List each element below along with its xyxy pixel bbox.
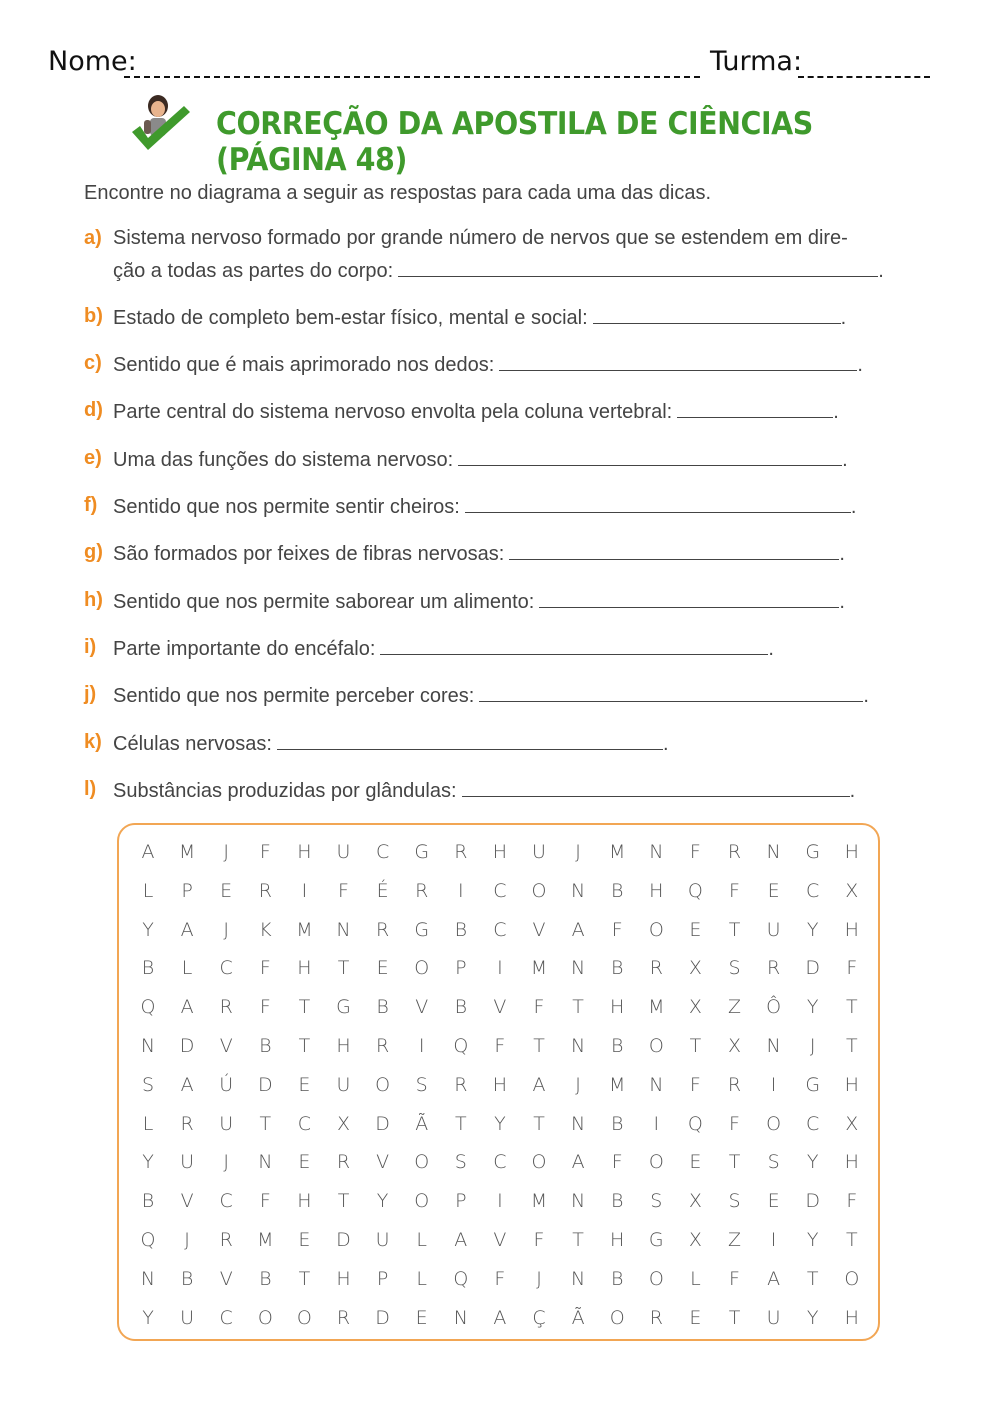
grid-letter[interactable]: F (494, 1267, 506, 1290)
answer-line-a[interactable] (398, 258, 878, 277)
grid-letter[interactable]: Z (727, 1229, 742, 1251)
grid-letter[interactable]: F (729, 1112, 740, 1135)
grid-letter[interactable]: L (142, 1112, 154, 1135)
grid-letter[interactable]: R (375, 918, 390, 941)
grid-letter[interactable]: D (336, 1229, 351, 1251)
grid-letter[interactable]: T (806, 1267, 819, 1290)
question-letter: k) (84, 731, 102, 753)
grid-letter[interactable]: C (219, 1190, 233, 1213)
grid-letter[interactable]: F (494, 1035, 506, 1057)
question-letter: j) (84, 683, 97, 705)
grid-letter[interactable]: T (533, 1035, 545, 1057)
grid-letter[interactable]: F (846, 957, 858, 980)
grid-letter[interactable]: F (689, 841, 701, 863)
grid-letter[interactable]: R (727, 841, 742, 863)
grid-letter[interactable]: O (257, 1306, 273, 1329)
grid-letter[interactable]: Q (140, 1229, 156, 1251)
grid-letter[interactable]: P (455, 1190, 467, 1213)
grid-letter[interactable]: F (259, 841, 271, 863)
grid-letter[interactable]: Y (142, 1306, 154, 1329)
grid-letter[interactable]: G (805, 1073, 821, 1096)
grid-letter[interactable]: O (648, 918, 664, 941)
grid-letter[interactable]: N (140, 1267, 156, 1290)
grid-letter[interactable]: M (178, 841, 196, 863)
answer-line-j[interactable] (479, 683, 863, 702)
page-title: CORREÇÃO DA APOSTILA DE CIÊNCIAS (PÁGINA 48) (216, 106, 813, 178)
grid-letter[interactable]: S (650, 1190, 663, 1213)
grid-letter[interactable]: B (610, 879, 624, 902)
grid-letter[interactable]: L (142, 879, 154, 902)
grid-letter[interactable]: E (298, 1073, 311, 1096)
grid-letter[interactable]: H (492, 1073, 508, 1096)
grid-letter[interactable]: A (180, 1073, 194, 1096)
grid-letter[interactable]: R (454, 1073, 468, 1096)
grid-letter[interactable]: N (766, 841, 781, 863)
grid-letter[interactable]: O (531, 879, 547, 902)
grid-letter[interactable]: X (336, 1112, 351, 1135)
grid-letter[interactable]: R (336, 1306, 351, 1329)
question-text: Sentido que nos permite perceber cores: (113, 685, 475, 707)
grid-letter[interactable]: V (493, 1229, 507, 1251)
grid-letter[interactable]: Y (806, 1306, 819, 1329)
grid-letter[interactable]: H (336, 1267, 351, 1290)
grid-letter[interactable]: F (611, 1151, 623, 1174)
question-letter: h) (84, 589, 103, 611)
grid-letter[interactable]: N (570, 879, 586, 902)
grid-letter[interactable]: X (845, 879, 859, 902)
grid-letter[interactable]: R (649, 957, 663, 980)
grid-letter[interactable]: R (180, 1112, 194, 1135)
question-text: Estado de completo bem-estar físico, mental e social: (113, 307, 588, 329)
grid-letter[interactable]: J (809, 1035, 816, 1057)
grid-letter[interactable]: M (530, 1190, 548, 1213)
answer-line-e[interactable] (458, 447, 842, 466)
grid-letter[interactable]: Y (806, 1229, 819, 1251)
grid-letter[interactable]: O (766, 1112, 782, 1135)
grid-letter[interactable]: X (845, 1112, 859, 1135)
word-search-grid (117, 823, 880, 1341)
grid-letter[interactable]: Q (453, 1267, 469, 1290)
grid-letter[interactable]: B (610, 1112, 624, 1135)
grid-letter[interactable]: A (141, 841, 155, 863)
grid-letter[interactable]: T (259, 1112, 272, 1135)
grid-letter[interactable]: T (728, 1306, 741, 1329)
grid-letter[interactable]: U (375, 1229, 390, 1251)
grid-letter[interactable]: G (805, 841, 821, 863)
grid-letter[interactable]: B (454, 918, 468, 941)
grid-letter[interactable]: C (219, 1306, 233, 1329)
grid-letter[interactable]: R (415, 879, 429, 902)
grid-letter[interactable]: F (729, 1267, 740, 1290)
grid-letter[interactable]: S (728, 957, 741, 980)
grid-letter[interactable]: E (767, 1190, 780, 1213)
question-text: Sentido que é mais aprimorado nos dedos: (113, 354, 495, 376)
grid-letter[interactable]: F (338, 879, 349, 902)
grid-letter[interactable]: U (766, 918, 781, 941)
grid-letter[interactable]: R (766, 957, 781, 980)
grid-letter[interactable]: K (259, 918, 272, 941)
grid-letter[interactable]: Q (453, 1035, 469, 1057)
grid-letter[interactable]: F (259, 957, 271, 980)
grid-letter[interactable]: S (141, 1073, 155, 1096)
question-letter: i) (84, 636, 97, 658)
grid-letter[interactable]: Q (687, 879, 703, 902)
grid-letter[interactable]: Ô (766, 996, 782, 1019)
grid-letter[interactable]: D (257, 1073, 273, 1096)
question-text: Parte central do sistema nervoso envolta pela coluna vertebral: (113, 401, 673, 423)
grid-letter[interactable]: A (180, 996, 194, 1019)
question-letter: d) (84, 399, 103, 421)
grid-letter[interactable]: G (414, 918, 430, 941)
question-text: Uma das funções do sistema nervoso: (113, 449, 454, 471)
grid-letter[interactable]: J (536, 1267, 542, 1290)
grid-letter[interactable]: O (414, 957, 430, 980)
grid-letter[interactable]: E (767, 879, 780, 902)
answer-line-i[interactable] (380, 636, 768, 655)
grid-letter[interactable]: Y (806, 996, 819, 1019)
grid-letter[interactable]: N (570, 1267, 586, 1290)
grid-letter[interactable]: C (375, 841, 390, 863)
grid-letter[interactable]: O (414, 1151, 430, 1174)
grid-letter[interactable]: X (688, 1229, 702, 1251)
question-text: Parte importante do encéfalo: (113, 638, 376, 660)
grid-letter[interactable]: N (766, 1035, 781, 1057)
grid-letter[interactable]: H (844, 1306, 859, 1329)
grid-letter[interactable]: O (531, 1151, 547, 1174)
grid-letter[interactable]: I (457, 879, 464, 902)
grid-letter[interactable]: U (219, 1112, 234, 1135)
grid-letter[interactable]: F (259, 996, 271, 1019)
grid-letter[interactable]: T (337, 1190, 350, 1213)
grid-letter[interactable]: D (805, 1190, 820, 1213)
grid-letter[interactable]: N (649, 841, 664, 863)
grid-letter[interactable]: R (219, 1229, 233, 1251)
grid-letter[interactable]: T (572, 1229, 584, 1251)
grid-letter[interactable]: L (181, 957, 193, 980)
question-letter: f) (84, 494, 98, 516)
grid-letter[interactable]: E (220, 879, 233, 902)
grid-letter[interactable]: H (844, 1073, 859, 1096)
answer-line-k[interactable] (277, 731, 663, 750)
grid-letter[interactable]: A (767, 1267, 781, 1290)
grid-letter[interactable]: T (337, 957, 350, 980)
grid-letter[interactable]: U (180, 1151, 195, 1174)
grid-letter[interactable]: H (297, 957, 312, 980)
grid-letter[interactable]: I (770, 1073, 777, 1096)
grid-letter[interactable]: F (533, 1229, 545, 1251)
grid-letter[interactable]: I (497, 957, 503, 980)
grid-letter[interactable]: F (729, 879, 740, 902)
grid-letter[interactable]: Ã (415, 1112, 429, 1135)
grid-letter[interactable]: U (532, 841, 546, 863)
grid-letter[interactable]: H (610, 1229, 625, 1251)
grid-letter[interactable]: U (336, 841, 351, 863)
grid-letter[interactable]: N (570, 1190, 586, 1213)
grid-letter[interactable]: E (376, 957, 389, 980)
nome-label: Nome: (48, 46, 137, 77)
grid-letter[interactable]: A (532, 1073, 546, 1096)
grid-letter[interactable]: R (375, 1035, 390, 1057)
grid-letter[interactable]: E (415, 1306, 428, 1329)
grid-letter[interactable]: Z (727, 996, 742, 1019)
grid-letter[interactable]: V (376, 1151, 390, 1174)
grid-letter[interactable]: N (570, 1112, 586, 1135)
grid-letter[interactable]: I (418, 1035, 425, 1057)
question-text: Sistema nervoso formado por grande número de nervos que se estendem em dire- (113, 227, 848, 249)
answer-line-b[interactable] (593, 305, 841, 324)
grid-letter[interactable]: Ú (219, 1073, 234, 1096)
grid-letter[interactable]: A (454, 1229, 468, 1251)
grid-letter[interactable]: O (648, 1035, 664, 1057)
grid-letter[interactable]: O (648, 1267, 664, 1290)
grid-letter[interactable]: E (689, 1151, 702, 1174)
grid-letter[interactable]: B (610, 1190, 624, 1213)
grid-letter[interactable]: F (689, 1073, 701, 1096)
title-row (128, 92, 888, 178)
grid-letter[interactable]: S (767, 1151, 780, 1174)
grid-letter[interactable]: T (298, 1035, 311, 1057)
question-text: Sentido que nos permite saborear um alimento: (113, 591, 535, 613)
grid-letter[interactable]: X (688, 1190, 702, 1213)
grid-letter[interactable]: U (180, 1306, 195, 1329)
grid-letter[interactable]: T (454, 1112, 467, 1135)
grid-letter[interactable]: B (141, 957, 155, 980)
nome-field[interactable] (124, 76, 700, 78)
grid-letter[interactable]: C (806, 879, 820, 902)
grid-letter[interactable]: C (493, 918, 507, 941)
grid-letter[interactable]: J (223, 918, 229, 941)
grid-letter[interactable]: N (140, 1035, 156, 1057)
question-text: São formados por feixes de fibras nervosas: (113, 543, 505, 565)
grid-letter[interactable]: F (846, 1190, 858, 1213)
grid-letter[interactable]: V (180, 1190, 194, 1213)
grid-letter[interactable]: V (532, 918, 546, 941)
grid-letter[interactable]: X (688, 996, 702, 1019)
grid-letter[interactable]: G (336, 996, 351, 1019)
question-letter: c) (84, 352, 102, 374)
grid-letter[interactable]: E (689, 918, 702, 941)
grid-letter[interactable]: V (493, 996, 507, 1019)
grid-letter[interactable]: Q (140, 996, 156, 1019)
grid-letter[interactable]: T (845, 1229, 858, 1251)
grid-letter[interactable]: O (375, 1073, 391, 1096)
grid-letter[interactable]: H (649, 879, 664, 902)
grid-letter[interactable]: M (648, 996, 665, 1019)
grid-letter[interactable]: A (571, 918, 585, 941)
grid-letter[interactable]: N (570, 1035, 586, 1057)
grid-letter[interactable]: B (454, 996, 468, 1019)
answer-line-h[interactable] (539, 589, 839, 608)
grid-letter[interactable]: J (223, 1151, 229, 1174)
grid-letter[interactable]: Y (806, 918, 819, 941)
grid-letter[interactable]: S (728, 1190, 741, 1213)
grid-letter[interactable]: B (610, 1267, 624, 1290)
grid-letter[interactable]: T (728, 918, 741, 941)
grid-letter[interactable]: S (415, 1073, 428, 1096)
grid-letter[interactable]: L (416, 1229, 427, 1251)
instructions: Encontre no diagrama a seguir as respostas para cada uma das dicas. (84, 182, 712, 204)
grid-letter[interactable]: S (454, 1151, 467, 1174)
grid-letter[interactable]: B (610, 957, 624, 980)
grid-letter[interactable]: M (257, 1229, 274, 1251)
grid-letter[interactable]: Y (142, 918, 154, 941)
grid-letter[interactable]: H (844, 1151, 859, 1174)
grid-letter[interactable]: O (414, 1190, 430, 1213)
grid-letter[interactable]: D (375, 1112, 390, 1135)
grid-letter[interactable]: T (298, 996, 311, 1019)
grid-letter[interactable]: F (611, 918, 623, 941)
grid-letter[interactable]: C (493, 1151, 507, 1174)
grid-letter[interactable]: T (533, 1112, 545, 1135)
grid-letter[interactable]: J (575, 841, 581, 863)
grid-letter[interactable]: N (649, 1073, 664, 1096)
grid-letter[interactable]: R (649, 1306, 663, 1329)
grid-letter[interactable]: U (336, 1073, 351, 1096)
answer-line-c[interactable] (499, 352, 857, 371)
question-text: Células nervosas: (113, 733, 272, 755)
grid-letter[interactable]: O (296, 1306, 312, 1329)
grid-letter[interactable]: A (571, 1151, 585, 1174)
grid-letter[interactable]: J (575, 1073, 581, 1096)
grid-letter[interactable]: H (297, 1190, 312, 1213)
grid-letter[interactable]: U (766, 1306, 781, 1329)
grid-letter[interactable]: B (259, 1267, 272, 1290)
grid-letter[interactable]: T (728, 1151, 741, 1174)
grid-letter[interactable]: V (219, 1035, 233, 1057)
grid-letter[interactable]: Q (687, 1112, 703, 1135)
grid-letter[interactable]: B (180, 1267, 194, 1290)
grid-letter[interactable]: X (688, 957, 702, 980)
grid-letter[interactable]: M (296, 918, 313, 941)
question-letter: b) (84, 305, 103, 327)
grid-letter[interactable]: R (258, 879, 272, 902)
grid-letter[interactable]: H (492, 841, 508, 863)
grid-letter[interactable]: B (376, 996, 389, 1019)
grid-letter[interactable]: C (297, 1112, 312, 1135)
grid-letter[interactable]: A (493, 1306, 507, 1329)
grid-letter[interactable]: N (258, 1151, 273, 1174)
grid-letter[interactable]: P (181, 879, 193, 902)
grid-letter[interactable]: J (184, 1229, 190, 1251)
grid-letter[interactable]: F (259, 1190, 271, 1213)
question-text: Substâncias produzidas por glândulas: (113, 780, 457, 802)
grid-letter[interactable]: J (223, 841, 229, 863)
grid-letter[interactable]: N (336, 918, 351, 941)
grid-letter[interactable]: R (219, 996, 233, 1019)
grid-letter[interactable]: P (455, 957, 467, 980)
header-line (48, 46, 938, 86)
grid-letter[interactable]: O (648, 1151, 664, 1174)
grid-letter[interactable]: E (298, 1229, 311, 1251)
grid-letter[interactable]: F (533, 996, 545, 1019)
grid-letter[interactable]: Ã (571, 1306, 585, 1329)
question-letter: g) (84, 541, 103, 563)
grid-letter[interactable]: Y (142, 1151, 154, 1174)
turma-label: Turma: (710, 46, 803, 77)
grid-letter[interactable]: A (180, 918, 194, 941)
grid-letter[interactable]: B (259, 1035, 272, 1057)
grid-letter[interactable]: R (727, 1073, 742, 1096)
grid-letter[interactable]: T (845, 996, 858, 1019)
grid-letter[interactable]: L (416, 1267, 427, 1290)
grid-letter[interactable]: H (297, 841, 312, 863)
grid-letter[interactable]: H (844, 841, 859, 863)
grid-letter[interactable]: O (844, 1267, 860, 1290)
grid-letter[interactable]: D (179, 1035, 195, 1057)
grid-letter[interactable]: I (497, 1190, 503, 1213)
grid-letter[interactable]: T (298, 1267, 311, 1290)
grid-letter[interactable]: H (610, 996, 625, 1019)
question-text: ção a todas as partes do corpo: (113, 260, 394, 282)
grid-letter[interactable]: C (493, 879, 507, 902)
grid-letter[interactable]: G (648, 1229, 664, 1251)
grid-letter[interactable]: M (608, 1073, 626, 1096)
grid-letter[interactable]: M (530, 957, 548, 980)
turma-field[interactable] (798, 76, 930, 78)
grid-letter[interactable]: H (336, 1035, 351, 1057)
grid-letter[interactable]: O (609, 1306, 625, 1329)
grid-letter[interactable]: Y (494, 1112, 506, 1135)
grid-letter[interactable]: M (608, 841, 626, 863)
grid-letter[interactable]: R (336, 1151, 351, 1174)
answer-line-f[interactable] (465, 494, 851, 513)
answer-line-d[interactable] (677, 399, 833, 418)
grid-letter[interactable]: T (572, 996, 584, 1019)
grid-letter[interactable]: E (298, 1151, 311, 1174)
question-letter: e) (84, 447, 102, 469)
grid-letter[interactable]: B (610, 1035, 624, 1057)
grid-letter[interactable]: N (453, 1306, 468, 1329)
grid-letter[interactable]: L (690, 1267, 701, 1290)
answer-line-l[interactable] (462, 778, 850, 797)
grid-letter[interactable]: R (454, 841, 468, 863)
grid-letter[interactable]: Y (806, 1151, 819, 1174)
question-letter: l) (84, 778, 97, 800)
grid-letter[interactable]: N (570, 957, 586, 980)
grid-letter[interactable]: V (219, 1267, 233, 1290)
grid-letter[interactable]: V (415, 996, 429, 1019)
question-text: Sentido que nos permite sentir cheiros: (113, 496, 460, 518)
grid-letter[interactable]: Ç (532, 1306, 546, 1329)
grid-letter[interactable]: I (301, 879, 308, 902)
grid-letter[interactable]: T (845, 1035, 858, 1057)
grid-letter[interactable]: B (141, 1190, 155, 1213)
grid-letter[interactable]: T (689, 1035, 702, 1057)
grid-letter[interactable]: I (770, 1229, 777, 1251)
grid-letter[interactable]: C (806, 1112, 820, 1135)
grid-letter[interactable]: É (376, 879, 389, 902)
avatar-checkmark-icon (128, 92, 198, 164)
grid-letter[interactable]: G (414, 841, 430, 863)
grid-letter[interactable]: P (376, 1267, 389, 1290)
grid-letter[interactable]: C (219, 957, 233, 980)
grid-letter[interactable]: H (844, 918, 859, 941)
grid-letter[interactable]: E (689, 1306, 702, 1329)
grid-letter[interactable]: X (727, 1035, 742, 1057)
grid-letter[interactable]: D (805, 957, 820, 980)
answer-line-g[interactable] (509, 541, 839, 560)
grid-letter[interactable]: Y (376, 1190, 389, 1213)
question-letter: a) (84, 227, 102, 249)
grid-letter[interactable]: D (375, 1306, 390, 1329)
grid-letter[interactable]: I (653, 1112, 660, 1135)
